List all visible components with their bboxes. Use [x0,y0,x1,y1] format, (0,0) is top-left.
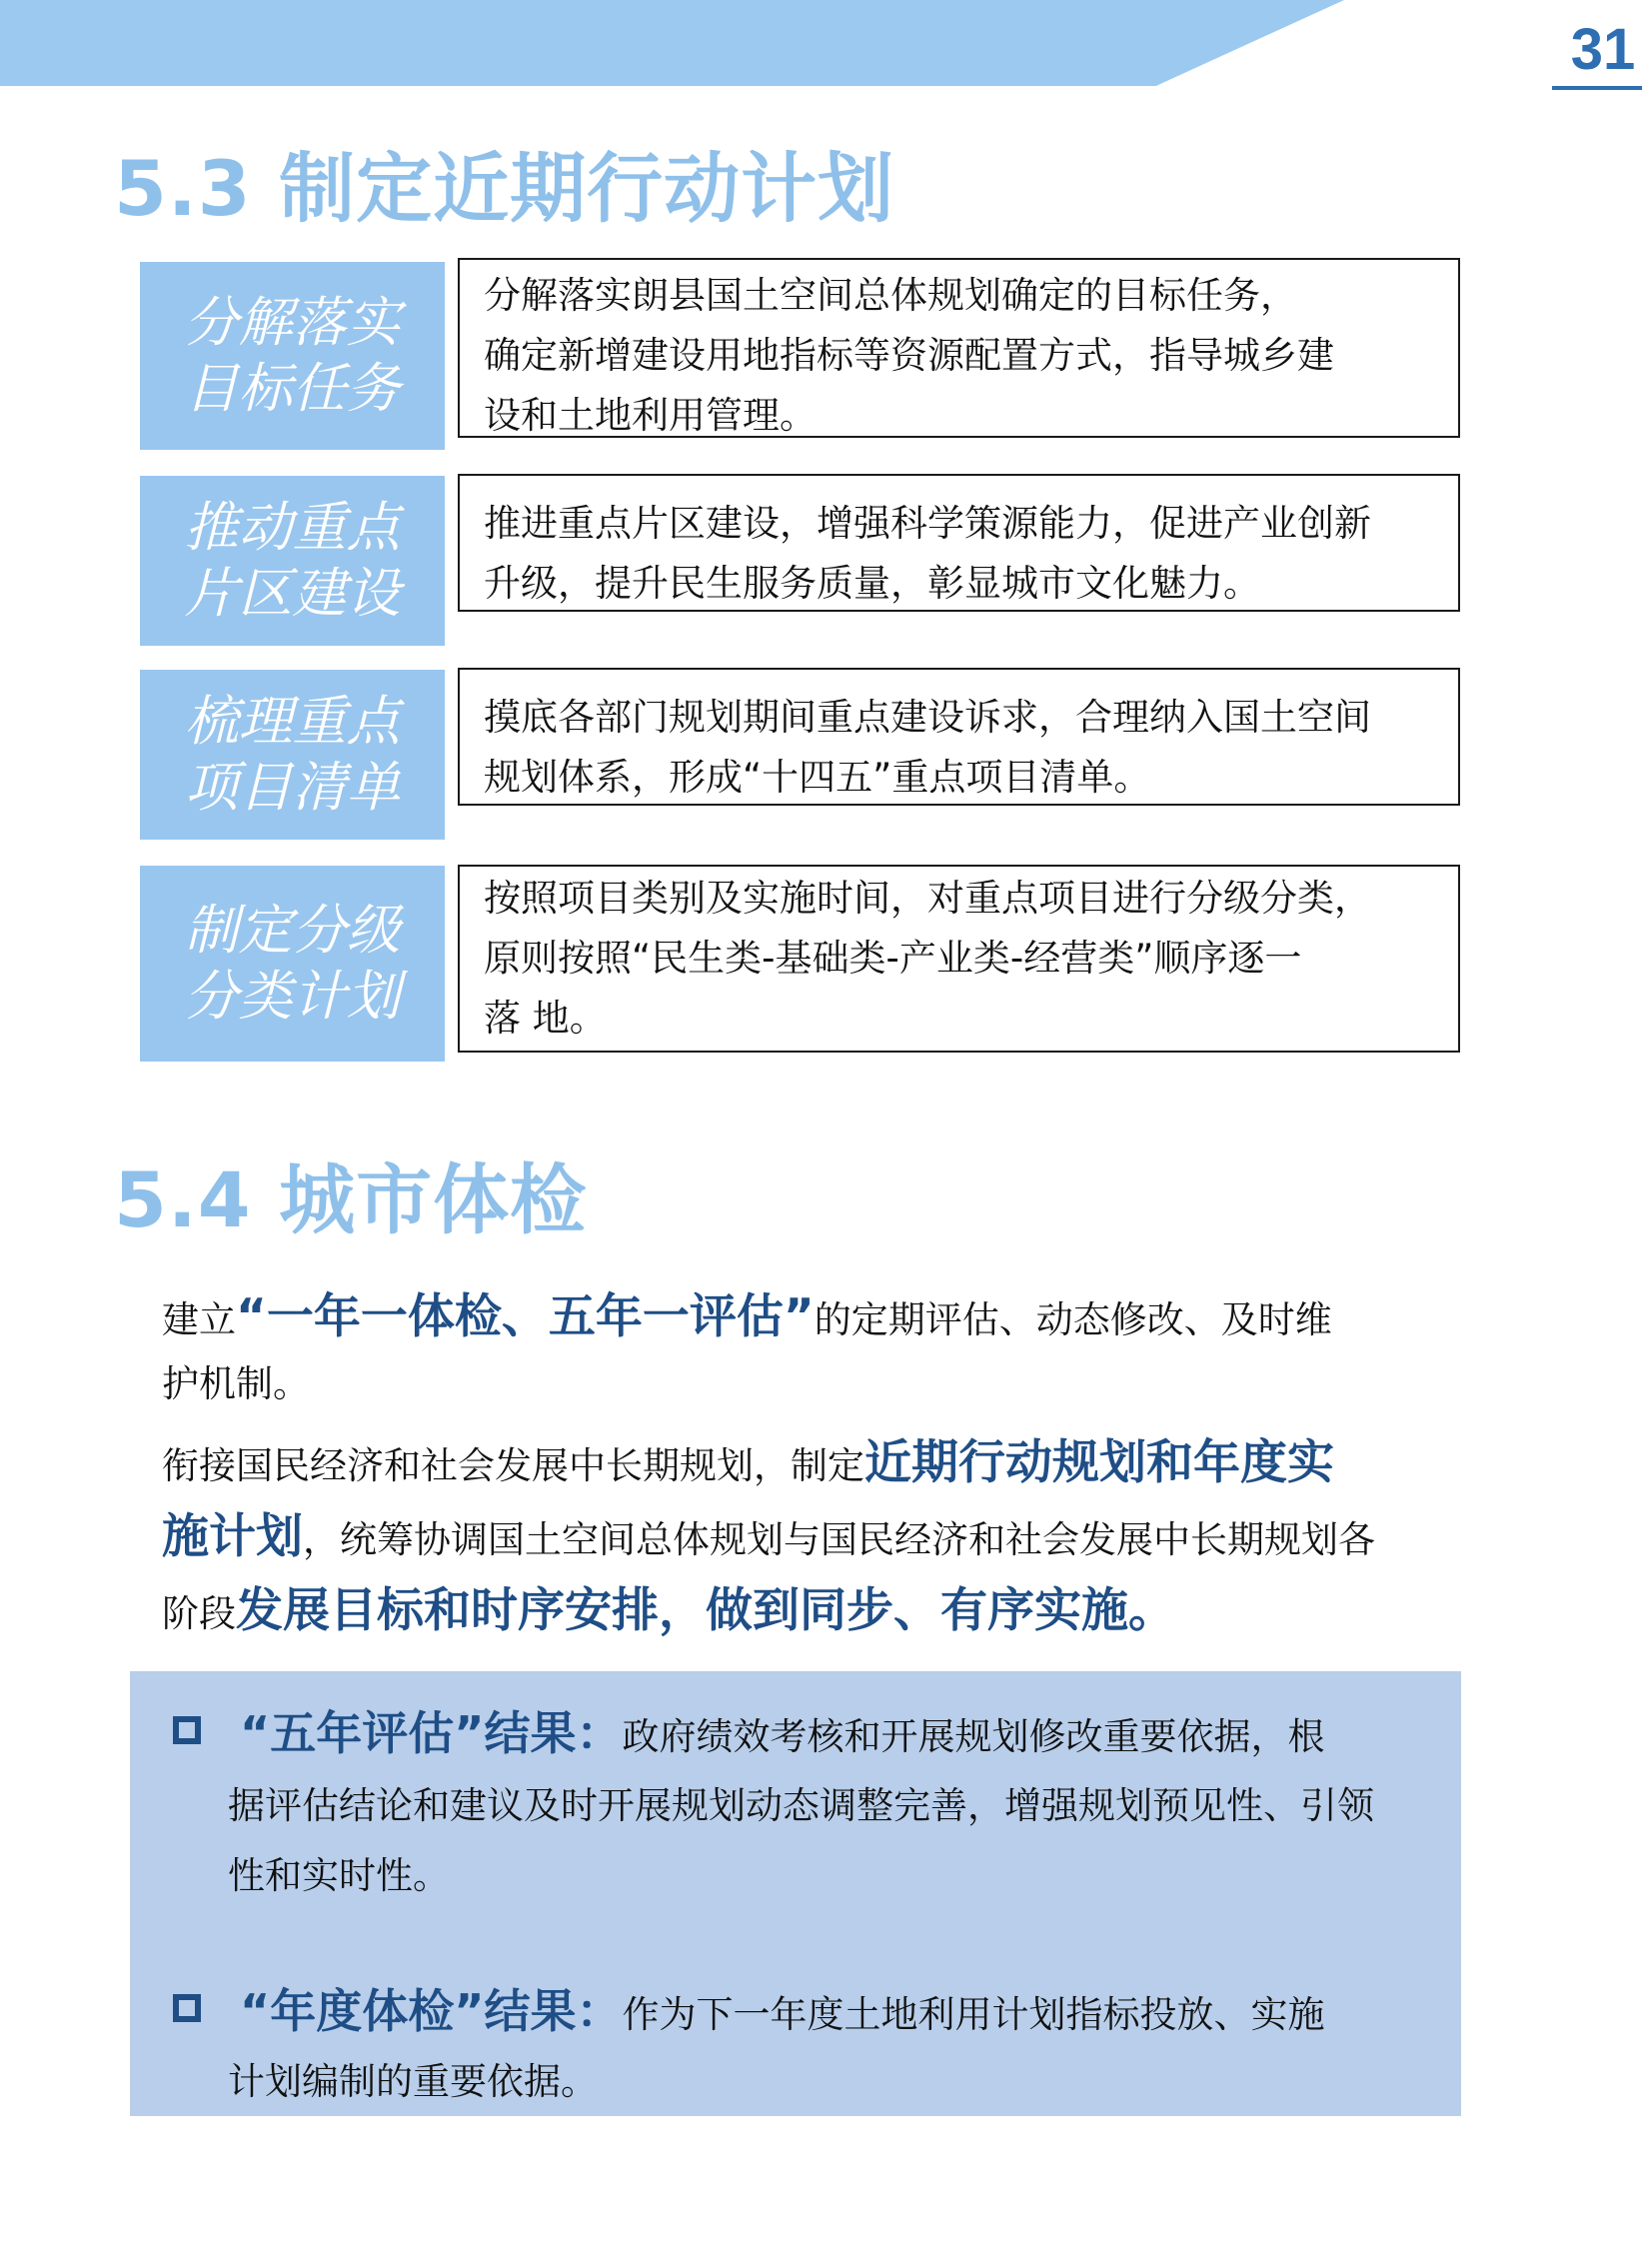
plan-label-line: 片区建设 [184,562,401,625]
checkbox-icon [173,1716,201,1744]
plan-text-line: 分解落实朗县国土空间总体规划确定的目标任务， [484,274,1297,317]
result-title: “年度体检”结果： [240,1984,623,2038]
checkbox-icon [173,1994,201,2022]
plan-label-line: 制定分级 [184,899,401,962]
result-line [240,1697,1324,1763]
text-run: 阶段 [162,1592,236,1635]
plan-text-line: 确定新增建设用地指标等资源配置方式，指导城乡建 [484,334,1334,377]
plan-item-description [458,865,1460,1053]
plan-text-line: 原则按照“民生类-基础类-产业类-经营类”顺序逐一 [484,937,1302,980]
highlight-text: 近期行动规划和年度实 [864,1435,1334,1490]
plan-text-line: 按照项目类别及实施时间，对重点项目进行分级分类， [484,877,1371,920]
plan-text-line: 规划体系，形成“十四五”重点项目清单。 [484,756,1151,799]
plan-text-line: 推进重点片区建设，增强科学策源能力，促进产业创新 [484,502,1371,545]
text-run: 政府绩效考核和开展规划修改重要依据，根 [622,1715,1325,1758]
plan-item-label [140,262,445,450]
plan-item-description [458,668,1460,806]
result-line: 计划编制的重要依据。 [228,2060,598,2103]
result-line: 据评估结论和建议及时开展规划动态调整完善，增强规划预见性、引领 [228,1784,1374,1827]
page-number-underline [1552,86,1642,90]
text-run: 衔接国民经济和社会发展中长期规划，制定 [162,1444,864,1487]
plan-label-line: 目标任务 [184,357,401,420]
header-band [0,0,1344,86]
paragraph-line [162,1279,1481,1346]
plan-text-line: 升级，提升民生服务质量，彰显城市文化魅力。 [484,562,1260,605]
result-title: “五年评估”结果： [240,1706,623,1760]
plan-text-line: 设和土地利用管理。 [484,394,817,437]
result-line: 性和实时性。 [228,1854,450,1897]
plan-item-label [140,476,445,646]
results-panel [130,1671,1461,2116]
plan-item-label [140,670,445,840]
plan-label-line: 项目清单 [184,756,401,819]
plan-label-line: 分解落实 [184,291,401,354]
section-heading-5-3: 5.3 制定近期行动计划 [114,144,895,233]
plan-text-line: 摸底各部门规划期间重点建设诉求，合理纳入国土空间 [484,696,1371,739]
paragraph-line [162,1573,1481,1640]
page-number: 31 [1570,17,1636,82]
plan-item-description [458,474,1460,612]
paragraph-line: 护机制。 [162,1362,310,1405]
text-run: 建立 [162,1298,236,1341]
plan-label-line: 梳理重点 [184,690,401,753]
plan-text-line: 落 地。 [484,997,607,1040]
plan-item-label [140,866,445,1062]
paragraph-line [162,1425,1481,1492]
result-line [240,1975,1324,2041]
highlight-text: 施计划 [162,1509,303,1564]
text-run: ，统筹协调国土空间总体规划与国民经济和社会发展中长期规划各 [303,1518,1375,1561]
plan-label-line: 推动重点 [184,496,401,559]
text-run: 的定期评估、动态修改、及时维 [814,1298,1332,1341]
highlight-text: 发展目标和时序安排，做到同步、有序实施。 [236,1583,1175,1638]
section-heading-5-4: 5.4 城市体检 [114,1155,588,1244]
text-run: 作为下一年度土地利用计划指标投放、实施 [622,1993,1325,2036]
paragraph-line [162,1499,1481,1566]
highlight-text: “一年一体检、五年一评估” [236,1289,815,1344]
plan-label-line: 分类计划 [184,965,401,1028]
plan-item-description [458,258,1460,438]
